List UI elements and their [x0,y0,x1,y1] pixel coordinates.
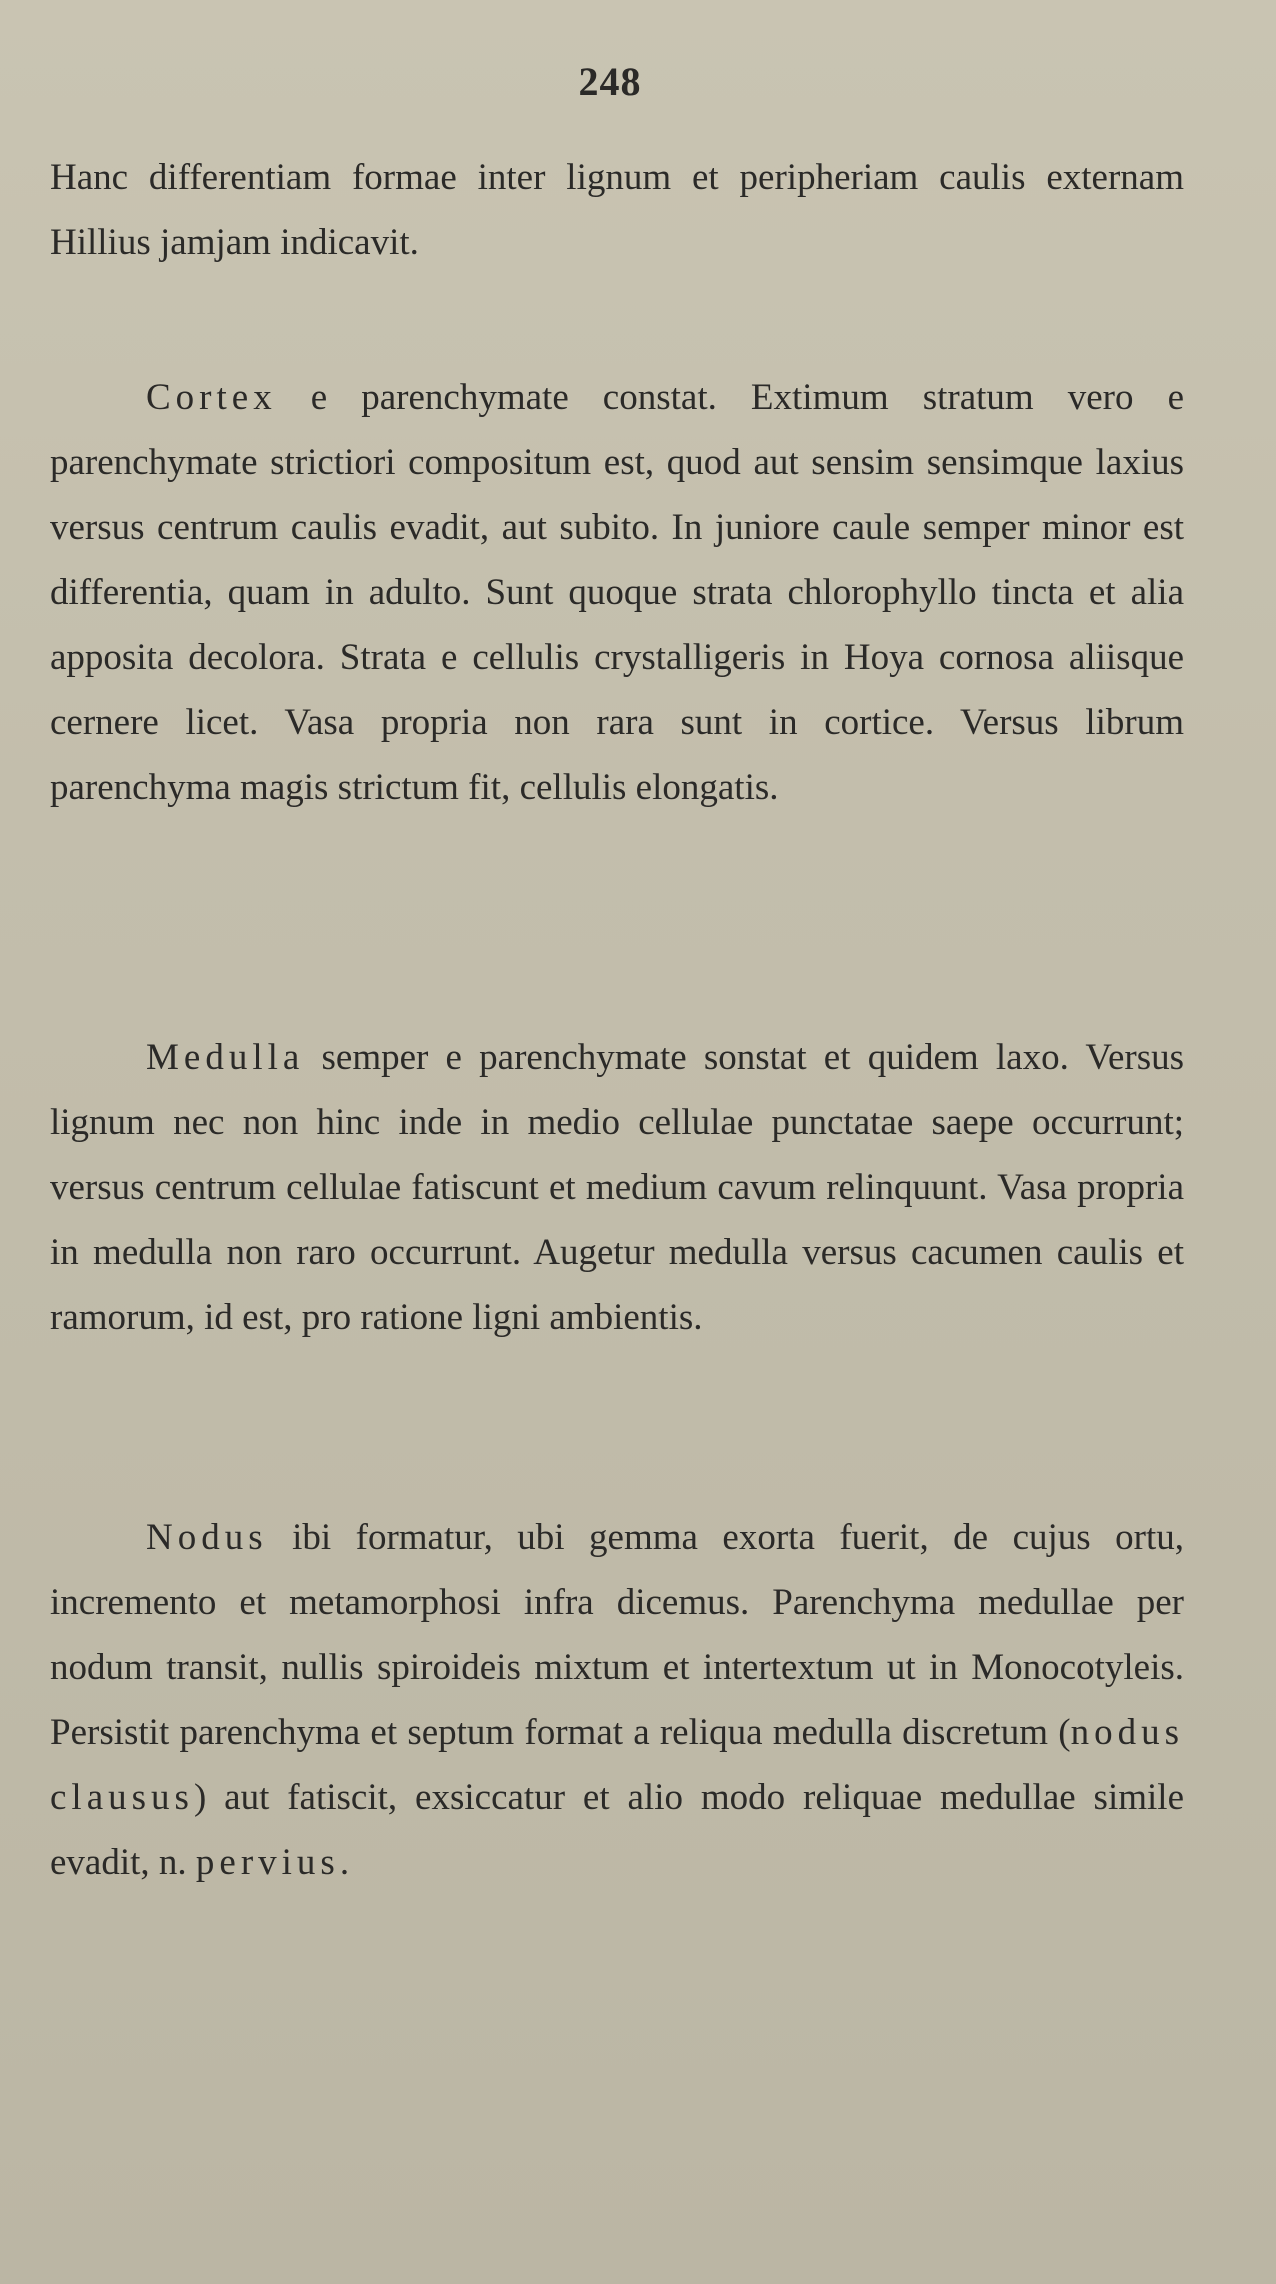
term-nodus-clausus: nodus clausus [50,1712,1184,1818]
nodus-text-a: ibi formatur, ubi gemma exorta fuerit, de cujus ortu, incremento et metamorphosi infra dicemus. Parenchyma medullae per nodum transit, nullis spiroideis mixtum et intertextum ut in Monocotyleis. Persistit parenchyma et septum format a reliqua medulla discretum ( [50,1517,1184,1753]
term-cortex: Cortex [146,377,277,418]
nodus-text-c: . [339,1842,350,1883]
paragraph-cortex [50,365,1184,820]
cortex-text: e parenchymate constat. Extimum stratum vero e parenchymate strictiori compositum est, quod aut sensim sensimque laxius versus centrum caulis evadit, aut subito. In juniore caule semper minor est differentia, quam in adulto. Sunt quoque strata chlorophyllo tincta et alia apposita decolora. Strata e cellulis crystalligeris in Hoya cornosa aliisque cernere licet. Vasa propria non rara sunt in cortice. Versus librum parenchyma magis strictum fit, cellulis elongatis. [50,377,1184,808]
paragraph-nodus [50,1505,1184,1895]
page-number: 248 [578,59,642,104]
nodus-text-b: ) aut fatiscit, exsiccatur et alio modo reliquae medullae simile evadit, n. [50,1777,1184,1883]
term-pervius: pervius [195,1842,340,1883]
paragraph-intro [50,145,1184,275]
term-medulla: Medulla [146,1037,305,1078]
term-nodus: Nodus [146,1517,268,1558]
paragraph-medulla [50,1025,1184,1350]
medulla-text: semper e parenchymate sonstat et quidem laxo. Versus lignum nec non hinc inde in medio cellulae punctatae saepe occurrunt; versus centrum cellulae fatiscunt et medium cavum relinquunt. Vasa propria in medulla non raro occurrunt. Augetur medulla versus cacumen caulis et ramorum, id est, pro ratione ligni ambientis. [50,1037,1184,1338]
intro-text: Hanc differentiam formae inter lignum et peripheriam caulis externam Hillius jamjam indicavit. [50,157,1184,263]
